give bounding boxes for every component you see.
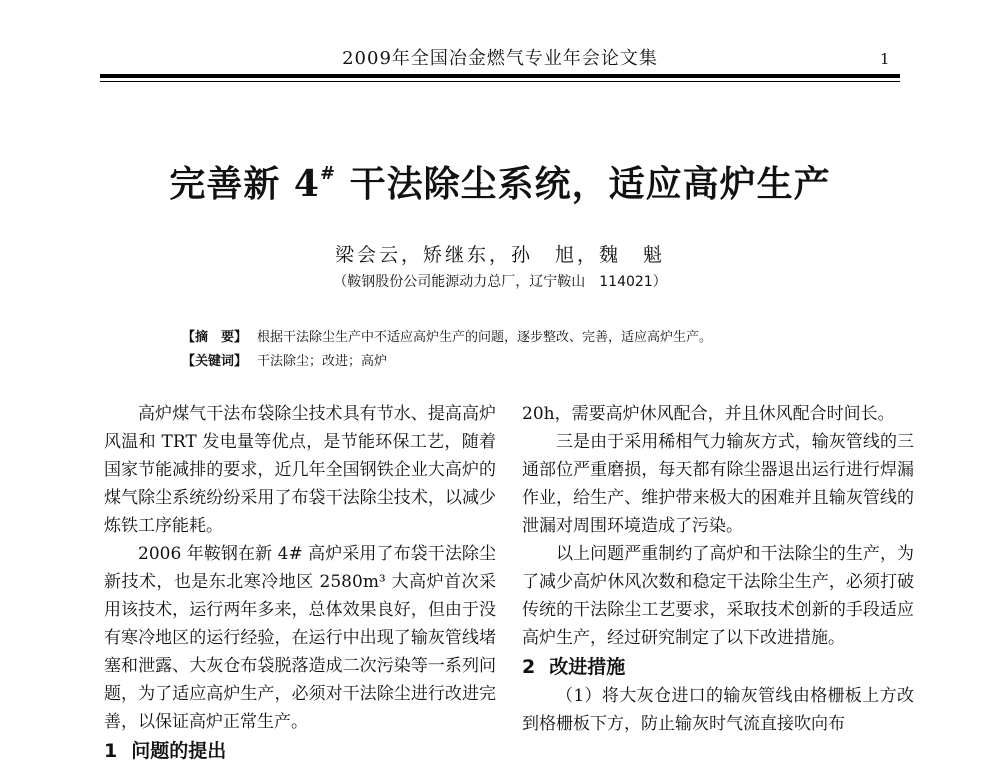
keywords-label: 【关键词】 xyxy=(182,354,248,369)
abstract xyxy=(182,326,712,345)
section-2-heading xyxy=(522,652,914,682)
keywords-text: 干法除尘；改进；高炉 xyxy=(257,354,388,369)
abstract-text: 根据干法除尘生产中不适应高炉生产的问题，逐步整改、完善，适应高炉生产。 xyxy=(257,330,713,345)
abstract-label: 【摘 要】 xyxy=(182,330,248,345)
section-1-number: 1 xyxy=(104,740,118,762)
header-rule-thin xyxy=(100,81,900,82)
title-superscript: # xyxy=(319,163,337,184)
header-rule-thick xyxy=(100,74,900,78)
right-paragraph-1: 20h，需要高炉休风配合，并且休风配合时间长。 xyxy=(522,404,895,424)
keywords xyxy=(182,350,387,369)
running-header: 2009年全国冶金燃气专业年会论文集 xyxy=(342,48,658,69)
section-1-title: 问题的提出 xyxy=(131,740,227,762)
affiliation: （鞍钢股份公司能源动力总厂，辽宁鞍山 114021） xyxy=(333,274,667,290)
left-paragraph-2: 2006 年鞍钢在新 4# 高炉采用了布袋干法除尘新技术，也是东北寒冷地区 2580m³ 大高炉首次采用该技术，运行两年多来，总体效果良好，但由于没有寒冷地区的运行经验，在运行中出现了输灰管线堵塞和泄露、大灰仓布袋脱落造成二次污染等一系列问题，为了适应高炉生产，必须对干法除尘进行改进完善，以保证高炉正常生产。 xyxy=(104,544,496,732)
paper-title xyxy=(0,156,1000,207)
left-paragraph-1: 高炉煤气干法布袋除尘技术具有节水、提高高炉风温和 TRT 发电量等优点，是节能环保工艺，随着国家节能减排的要求，近几年全国钢铁企业大高炉的煤气除尘系统纷纷采用了布袋干法除尘技术，以减少炼铁工序能耗。 xyxy=(104,404,496,536)
title-prefix: 完善新 4 xyxy=(169,163,320,205)
right-column xyxy=(522,400,914,734)
title-suffix: 干法除尘系统，适应高炉生产 xyxy=(336,163,831,205)
section-2-number: 2 xyxy=(522,656,536,678)
right-paragraph-2: 三是由于采用稀相气力输灰方式，输灰管线的三通部位严重磨损，每天都有除尘器退出运行进行焊漏作业，给生产、维护带来极大的困难并且输灰管线的泄漏对周围环境造成了污染。 xyxy=(522,432,914,536)
author-list: 梁会云，矫继东，孙 旭，魏 魁 xyxy=(334,244,665,266)
page-number: 1 xyxy=(880,50,890,68)
right-paragraph-3: 以上问题严重制约了高炉和干法除尘的生产，为了减少高炉休风次数和稳定干法除尘生产，必须打破传统的干法除尘工艺要求，采取技术创新的手段适应高炉生产，经过研究制定了以下改进措施。 xyxy=(522,544,914,648)
right-paragraph-4: （1）将大灰仓进口的输灰管线由格栅板上方改到格栅板下方，防止输灰时气流直接吹向布 xyxy=(522,686,914,734)
section-2-title: 改进措施 xyxy=(549,656,626,678)
section-1-heading xyxy=(104,736,496,762)
left-column xyxy=(104,400,496,762)
